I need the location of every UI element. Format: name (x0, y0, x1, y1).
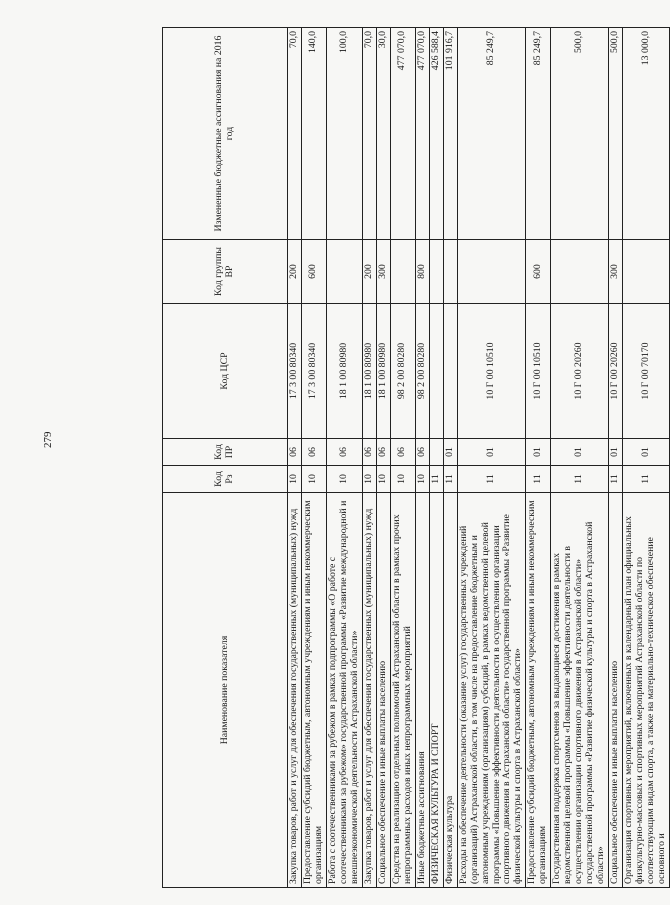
row-vr: 300 (609, 240, 623, 304)
row-rz: 11 (429, 466, 443, 493)
row-vr: 600 (301, 240, 326, 304)
row-pr: 06 (288, 439, 302, 466)
row-csr: 10 Г 00 10510 (457, 304, 526, 439)
row-csr: 10 Г 00 10510 (526, 304, 551, 439)
table-row (376, 28, 390, 888)
row-amount: 500,0 (551, 28, 609, 240)
row-pr: 01 (526, 439, 551, 466)
row-rz: 11 (623, 466, 670, 493)
table-row (609, 28, 623, 888)
row-pr: 06 (362, 439, 376, 466)
table-row (415, 28, 429, 888)
row-name: Иные бюджетные ассигнования (415, 493, 429, 888)
row-name: Предоставление субсидий бюджетным, автономным учреждениям и иным некоммерческим организациям (526, 493, 551, 888)
row-name: Расходы на обеспечение деятельности (оказание услуг) государственных учреждений (организаций) Астраханской области, в том числе на предоставление бюджетным и автономным учреждениям (организациям) субсидий, в рамках ведомственной целевой программы «Повышение эффективности деятельности в осуществлении организации спортивного движения в Астраханской области» государственной программы «Развитие физической культуры и спорта в Астраханской области» (457, 493, 526, 888)
row-name: Закупка товаров, работ и услуг для обеспечения государственных (муниципальных) нужд (362, 493, 376, 888)
row-rz: 11 (551, 466, 609, 493)
table-row (301, 28, 326, 888)
row-rz: 11 (526, 466, 551, 493)
table-row (457, 28, 526, 888)
row-vr (443, 240, 457, 304)
row-amount: 140,0 (301, 28, 326, 240)
row-rz: 10 (415, 466, 429, 493)
row-csr: 17 3 00 80340 (288, 304, 302, 439)
row-name: Организация спортивных мероприятий, включенных в календарный план официальных физкультурно-массовых и спортивных мероприятий Астраханской области по соответствующим видам спорта, а также на материально-техническое обеспечение основного и (623, 493, 670, 888)
table-header-row (163, 28, 288, 888)
row-amount: 70,0 (362, 28, 376, 240)
row-name: Работа с соотечественниками за рубежом в рамках подпрограммы «О работе с соотечественниками за рубежом» государственной программы «Развитие международной и внешнеэкономической деятельности Астраханской области» (326, 493, 362, 888)
row-csr: 10 Г 00 20260 (551, 304, 609, 439)
row-rz: 10 (362, 466, 376, 493)
header-amount: Измененные бюджетные ассигнования на 2016 год (163, 28, 288, 240)
row-name: Социальное обеспечение и иные выплаты населению (609, 493, 623, 888)
row-vr: 300 (376, 240, 390, 304)
row-vr (390, 240, 415, 304)
row-amount: 100,0 (326, 28, 362, 240)
row-vr: 600 (526, 240, 551, 304)
row-rz: 11 (609, 466, 623, 493)
row-csr: 18 1 00 80980 (376, 304, 390, 439)
row-name: ФИЗИЧЕСКАЯ КУЛЬТУРА И СПОРТ (429, 493, 443, 888)
row-amount: 101 916,7 (443, 28, 457, 240)
row-name: Закупка товаров, работ и услуг для обеспечения государственных (муниципальных) нужд (288, 493, 302, 888)
row-pr (429, 439, 443, 466)
row-csr: 10 Г 00 20260 (609, 304, 623, 439)
row-csr: 18 1 00 80980 (362, 304, 376, 439)
budget-table (162, 27, 670, 888)
row-rz: 11 (457, 466, 526, 493)
row-rz: 10 (390, 466, 415, 493)
rotated-table-container (162, 28, 668, 888)
row-amount: 85 249,7 (526, 28, 551, 240)
row-rz: 10 (301, 466, 326, 493)
row-amount: 70,0 (288, 28, 302, 240)
row-amount: 477 070,0 (415, 28, 429, 240)
row-name: Физическая культура (443, 493, 457, 888)
row-pr: 06 (326, 439, 362, 466)
table-row (362, 28, 376, 888)
row-name: Средства на реализацию отдельных полномочий Астраханской области в рамках прочих непрограммных расходов иных непрограммных мероприятий (390, 493, 415, 888)
row-csr: 18 1 00 80980 (326, 304, 362, 439)
row-amount: 85 249,7 (457, 28, 526, 240)
header-vr: Код группы ВР (163, 240, 288, 304)
table-row (326, 28, 362, 888)
row-vr: 200 (362, 240, 376, 304)
row-pr: 01 (443, 439, 457, 466)
row-amount: 426 588,4 (429, 28, 443, 240)
row-name: Предоставление субсидий бюджетным, автономным учреждениям и иным некоммерческим организациям (301, 493, 326, 888)
row-amount: 30,0 (376, 28, 390, 240)
row-pr: 01 (551, 439, 609, 466)
row-csr: 98 2 00 80280 (390, 304, 415, 439)
row-name: Социальное обеспечение и иные выплаты населению (376, 493, 390, 888)
row-vr: 800 (415, 240, 429, 304)
row-amount: 13 000,0 (623, 28, 670, 240)
row-csr (443, 304, 457, 439)
row-vr (457, 240, 526, 304)
row-csr: 17 3 00 80340 (301, 304, 326, 439)
row-pr: 01 (623, 439, 670, 466)
header-rz: Код Рз (163, 466, 288, 493)
row-rz: 11 (443, 466, 457, 493)
table-row (429, 28, 443, 888)
table-row (390, 28, 415, 888)
row-pr: 06 (376, 439, 390, 466)
row-pr: 01 (609, 439, 623, 466)
row-amount: 500,0 (609, 28, 623, 240)
row-rz: 10 (288, 466, 302, 493)
row-rz: 10 (326, 466, 362, 493)
row-vr (623, 240, 670, 304)
row-vr (551, 240, 609, 304)
row-vr (429, 240, 443, 304)
row-amount: 477 070,0 (390, 28, 415, 240)
row-csr: 98 2 00 80280 (415, 304, 429, 439)
table-row (288, 28, 302, 888)
header-name: Наименование показателя (163, 493, 288, 888)
row-rz: 10 (376, 466, 390, 493)
row-vr: 200 (288, 240, 302, 304)
header-csr: Код ЦСР (163, 304, 288, 439)
row-vr (326, 240, 362, 304)
row-csr: 10 Г 00 70170 (623, 304, 670, 439)
table-row (623, 28, 670, 888)
header-pr: Код ПР (163, 439, 288, 466)
table-row (526, 28, 551, 888)
table-row (551, 28, 609, 888)
row-name: Государственная поддержка спортсменов за выдающиеся достижения в рамках ведомственной целевой программы «Повышение эффективности деятельности в осуществлении организации спортивного движения в Астраханской области» государственной программы «Развитие физической культуры и спорта в Астраханской области» (551, 493, 609, 888)
row-pr: 06 (301, 439, 326, 466)
row-csr (429, 304, 443, 439)
row-pr: 01 (457, 439, 526, 466)
row-pr: 06 (390, 439, 415, 466)
page-number: 279 (42, 431, 54, 448)
table-row (443, 28, 457, 888)
row-pr: 06 (415, 439, 429, 466)
